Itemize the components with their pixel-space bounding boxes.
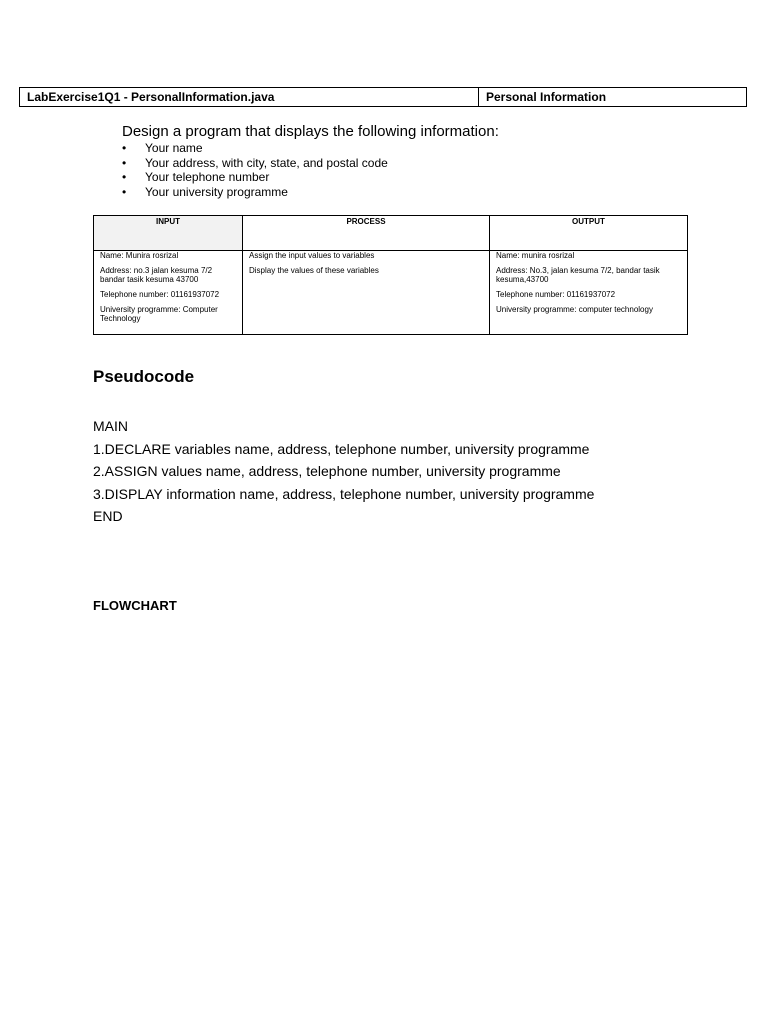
list-item: • Your address, with city, state, and postal code <box>122 155 388 170</box>
output-cell <box>490 251 688 335</box>
pseudocode-block <box>93 415 594 528</box>
input-name: Name: Munira rosrizal <box>100 251 179 260</box>
bullet-icon: • <box>122 184 127 199</box>
document-header <box>19 87 747 107</box>
input-programme: University programme: Computer Technology <box>100 305 218 323</box>
table-header-row <box>94 216 688 251</box>
input-cell <box>94 251 243 335</box>
pseudocode-line: 3.DISPLAY information name, address, telephone number, university programme <box>93 485 595 502</box>
task-description: Design a program that displays the following information: <box>122 123 499 140</box>
column-header-output: OUTPUT <box>490 216 688 251</box>
process-step: Assign the input values to variables <box>249 251 375 260</box>
ipo-table <box>93 215 688 335</box>
pseudocode-line: MAIN <box>93 418 128 434</box>
pseudocode-line: END <box>93 508 123 524</box>
output-programme: University programme: computer technology <box>496 305 653 314</box>
header-filename: LabExercise1Q1 - PersonalInformation.java <box>20 88 479 106</box>
input-address: Address: no.3 jalan kesuma 7/2 bandar tasik kesuma 43700 <box>100 266 213 284</box>
output-name: Name: munira rosrizal <box>496 251 575 260</box>
list-item: • Your telephone number <box>122 170 270 184</box>
process-cell <box>243 251 490 335</box>
column-header-process: PROCESS <box>243 216 490 251</box>
bullet-icon: • <box>122 170 127 184</box>
output-telephone: Telephone number: 01161937072 <box>496 290 616 299</box>
pseudocode-line: 1.DECLARE variables name, address, telephone number, university programme <box>93 440 590 457</box>
output-address: Address: No.3, jalan kesuma 7/2, bandar tasik kesuma,43700 <box>496 266 660 284</box>
header-topic: Personal Information <box>486 90 607 104</box>
table-row <box>94 251 688 335</box>
bullet-icon: • <box>122 155 127 170</box>
bullet-icon: • <box>122 141 127 155</box>
process-step: Display the values of these variables <box>249 266 379 275</box>
flowchart-heading: FLOWCHART <box>93 598 177 613</box>
column-header-input: INPUT <box>94 216 243 251</box>
pseudocode-line: 2.ASSIGN values name, address, telephone number, university programme <box>93 463 561 479</box>
requirements-list <box>122 141 388 199</box>
list-item: • Your university programme <box>122 184 288 199</box>
list-item: • Your name <box>122 141 203 155</box>
input-telephone: Telephone number: 01161937072 <box>100 290 220 299</box>
pseudocode-heading: Pseudocode <box>93 367 195 386</box>
